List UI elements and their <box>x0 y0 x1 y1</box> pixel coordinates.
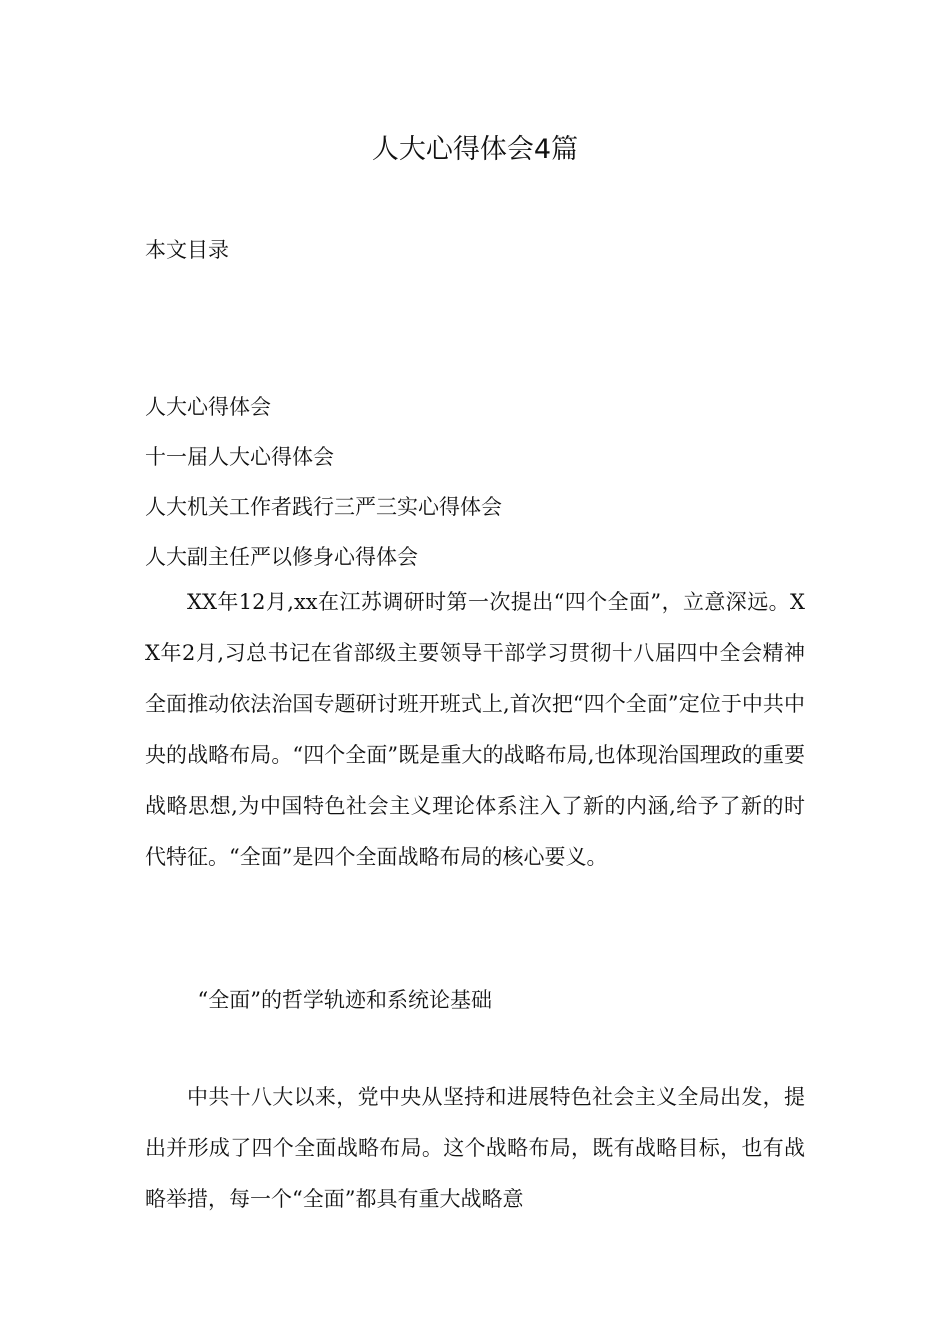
toc-list <box>145 382 502 582</box>
toc-item[interactable]: 十一届人大心得体会 <box>145 445 334 469</box>
toc-item[interactable]: 人大副主任严以修身心得体会 <box>145 545 418 569</box>
toc-heading: 本文目录 <box>145 238 229 262</box>
toc-item[interactable]: 人大心得体会 <box>145 395 271 419</box>
section-subheading: “全面”的哲学轨迹和系统论基础 <box>197 988 492 1012</box>
toc-item[interactable]: 人大机关工作者践行三严三实心得体会 <box>145 495 502 519</box>
document-title: 人大心得体会4篇 <box>371 134 579 165</box>
body-paragraph: XX年12月,xx在江苏调研时第一次提出“四个全面”，立意深远。XX年2月,习总书记在省部级主要领导干部学习贯彻十八届四中全会精神全面推动依法治国专题研讨班开班式上,首次把“四个全面”定位于中共中央的战略布局。“四个全面”既是重大的战略布局,也体现治国理政的重要战略思想,为中国特色社会主义理论体系注入了新的内涵,给予了新的时代特征。“全面”是四个全面战略布局的核心要义。 <box>145 590 805 869</box>
body-paragraph: 中共十八大以来，党中央从坚持和进展特色社会主义全局出发，提出并形成了四个全面战略布局。这个战略布局，既有战略目标，也有战略举措，每一个“全面”都具有重大战略意 <box>145 1085 805 1211</box>
